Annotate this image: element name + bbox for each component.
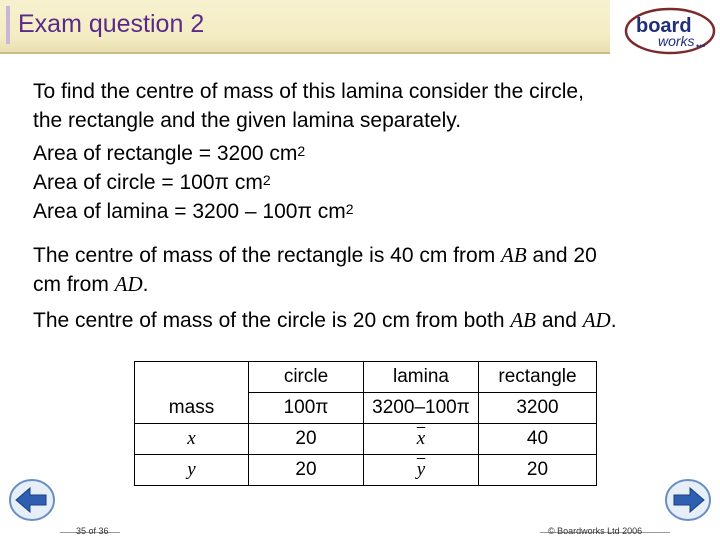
label-AB: AB <box>510 308 537 332</box>
squared: 2 <box>297 143 306 159</box>
com-table <box>134 361 597 486</box>
cell-mass-lamina: 3200–100π <box>364 393 479 424</box>
area-rectangle <box>33 139 305 168</box>
table-header-row <box>135 362 597 393</box>
squared: 2 <box>345 201 354 217</box>
rect-com-text-c: cm from <box>33 273 115 296</box>
label-AD: AD <box>114 272 143 296</box>
cell-y-lamina: $\overline{y}$ <box>364 455 479 486</box>
cell-x-rectangle: 40 <box>479 424 597 455</box>
rect-com-line-2 <box>33 270 149 299</box>
previous-slide-arrow-icon[interactable] <box>8 478 56 522</box>
area-rectangle-text: Area of rectangle = 3200 cm <box>33 142 298 165</box>
header-circle: circle <box>249 362 364 393</box>
cell-y-rectangle: 20 <box>479 455 597 486</box>
copyright: © Boardworks Ltd 2006 <box>548 526 643 536</box>
cell-mass-circle: 100π <box>249 393 364 424</box>
table-row-x <box>135 424 597 455</box>
header-rectangle: rectangle <box>479 362 597 393</box>
logo-line2: works <box>658 33 695 49</box>
rect-com-line-1 <box>33 241 597 270</box>
circle-com-text-a: The centre of mass of the circle is 20 cm from both <box>33 309 511 332</box>
page-number: 35 of 36 <box>76 526 109 536</box>
rect-com-text-a: The centre of mass of the rectangle is 40 cm from <box>33 244 502 267</box>
rect-com-text-d: . <box>142 273 149 296</box>
boardworks-logo <box>624 6 716 56</box>
area-circle <box>33 168 271 197</box>
intro-line-2: the rectangle and the given lamina separately. <box>33 109 462 132</box>
circle-com-text-b: and <box>536 309 583 332</box>
table-corner <box>135 362 249 393</box>
label-AD: AD <box>582 308 611 332</box>
area-circle-text: Area of circle = 100π cm <box>33 171 263 194</box>
intro-line-1: To find the centre of mass of this lamina consider the circle, <box>33 80 584 103</box>
row-label-mass: mass <box>135 393 249 424</box>
title-bar <box>0 0 610 54</box>
row-label-y: y <box>135 455 249 486</box>
area-lamina <box>33 197 354 226</box>
table-row-y <box>135 455 597 486</box>
cell-mass-rectangle: 3200 <box>479 393 597 424</box>
label-AB: AB <box>501 243 527 267</box>
squared: 2 <box>262 172 271 188</box>
circle-com-line <box>33 306 617 335</box>
logo-dots: ••• <box>696 41 706 51</box>
page-title: Exam question 2 <box>18 10 205 38</box>
next-slide-arrow-icon[interactable] <box>664 478 712 522</box>
logo-line1: board <box>636 15 692 37</box>
cell-x-circle: 20 <box>249 424 364 455</box>
header-lamina: lamina <box>364 362 479 393</box>
cell-y-circle: 20 <box>249 455 364 486</box>
circle-com-text-c: . <box>610 309 617 332</box>
title-accent <box>6 6 10 44</box>
cell-x-lamina: $\overline{x}$ <box>364 424 479 455</box>
rect-com-text-b: and 20 <box>526 244 597 267</box>
table-row-mass <box>135 393 597 424</box>
area-lamina-text: Area of lamina = 3200 – 100π cm <box>33 200 346 223</box>
row-label-x: x <box>135 424 249 455</box>
